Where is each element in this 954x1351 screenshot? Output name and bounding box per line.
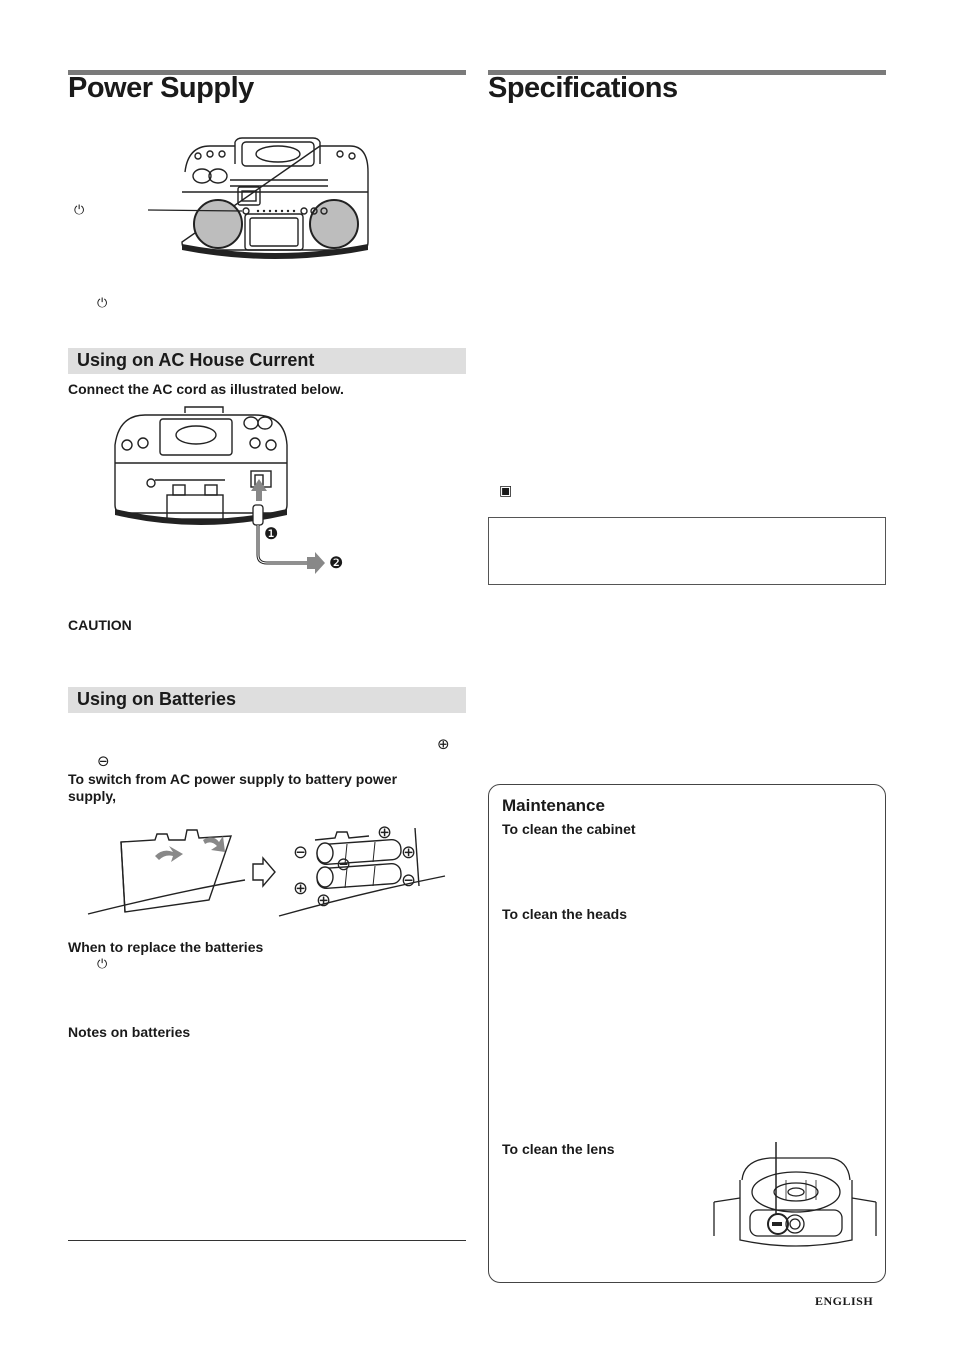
callout-1-icon: ❶: [264, 524, 279, 543]
svg-text:⊖: ⊖: [336, 854, 352, 875]
battery-compartment-illustration: [85, 820, 455, 920]
svg-text:⊖: ⊖: [401, 870, 417, 891]
clean-lens-heading: To clean the lens: [502, 1141, 615, 1157]
svg-text:⊕: ⊕: [401, 842, 417, 863]
square-icon: ▣: [499, 483, 513, 499]
bottom-divider: [68, 1240, 466, 1241]
svg-text:⊕: ⊕: [377, 822, 393, 843]
specifications-notice-box: [488, 517, 886, 585]
page-title-specifications: Specifications: [488, 72, 678, 104]
callout-2-icon: ❷: [329, 553, 344, 572]
section-heading-ac: [68, 348, 466, 374]
maintenance-title: Maintenance: [502, 796, 605, 815]
ac-instruction: Connect the AC cord as illustrated below.: [68, 381, 344, 397]
power-icon: ⏻: [97, 295, 108, 310]
minus-icon: ⊖: [97, 752, 110, 770]
plus-icon: ⊕: [437, 735, 450, 753]
svg-text:⊕: ⊕: [293, 878, 309, 899]
replace-batteries-heading: When to replace the batteries: [68, 939, 264, 955]
caution-label: CAUTION: [68, 617, 132, 633]
section-heading-ac-label: Using on AC House Current: [77, 350, 315, 370]
clean-cabinet-heading: To clean the cabinet: [502, 821, 636, 837]
boombox-back-illustration: [105, 405, 355, 580]
svg-text:⊖: ⊖: [293, 842, 309, 863]
boombox-front-illustration: [70, 132, 390, 262]
footer-language: ENGLISH: [815, 1294, 874, 1308]
power-icon: ⏻: [97, 956, 108, 971]
section-heading-batteries-label: Using on Batteries: [77, 689, 237, 709]
cd-lens-illustration: [710, 1140, 880, 1255]
notes-batteries-heading: Notes on batteries: [68, 1024, 191, 1040]
clean-heads-heading: To clean the heads: [502, 906, 627, 922]
svg-text:⊕: ⊕: [316, 890, 332, 911]
page-title-power-supply: Power Supply: [68, 72, 254, 104]
switch-battery-heading: To switch from AC power supply to battery power supply,: [68, 771, 398, 804]
section-heading-batteries: [68, 687, 466, 713]
power-icon: ⏻: [74, 202, 85, 217]
